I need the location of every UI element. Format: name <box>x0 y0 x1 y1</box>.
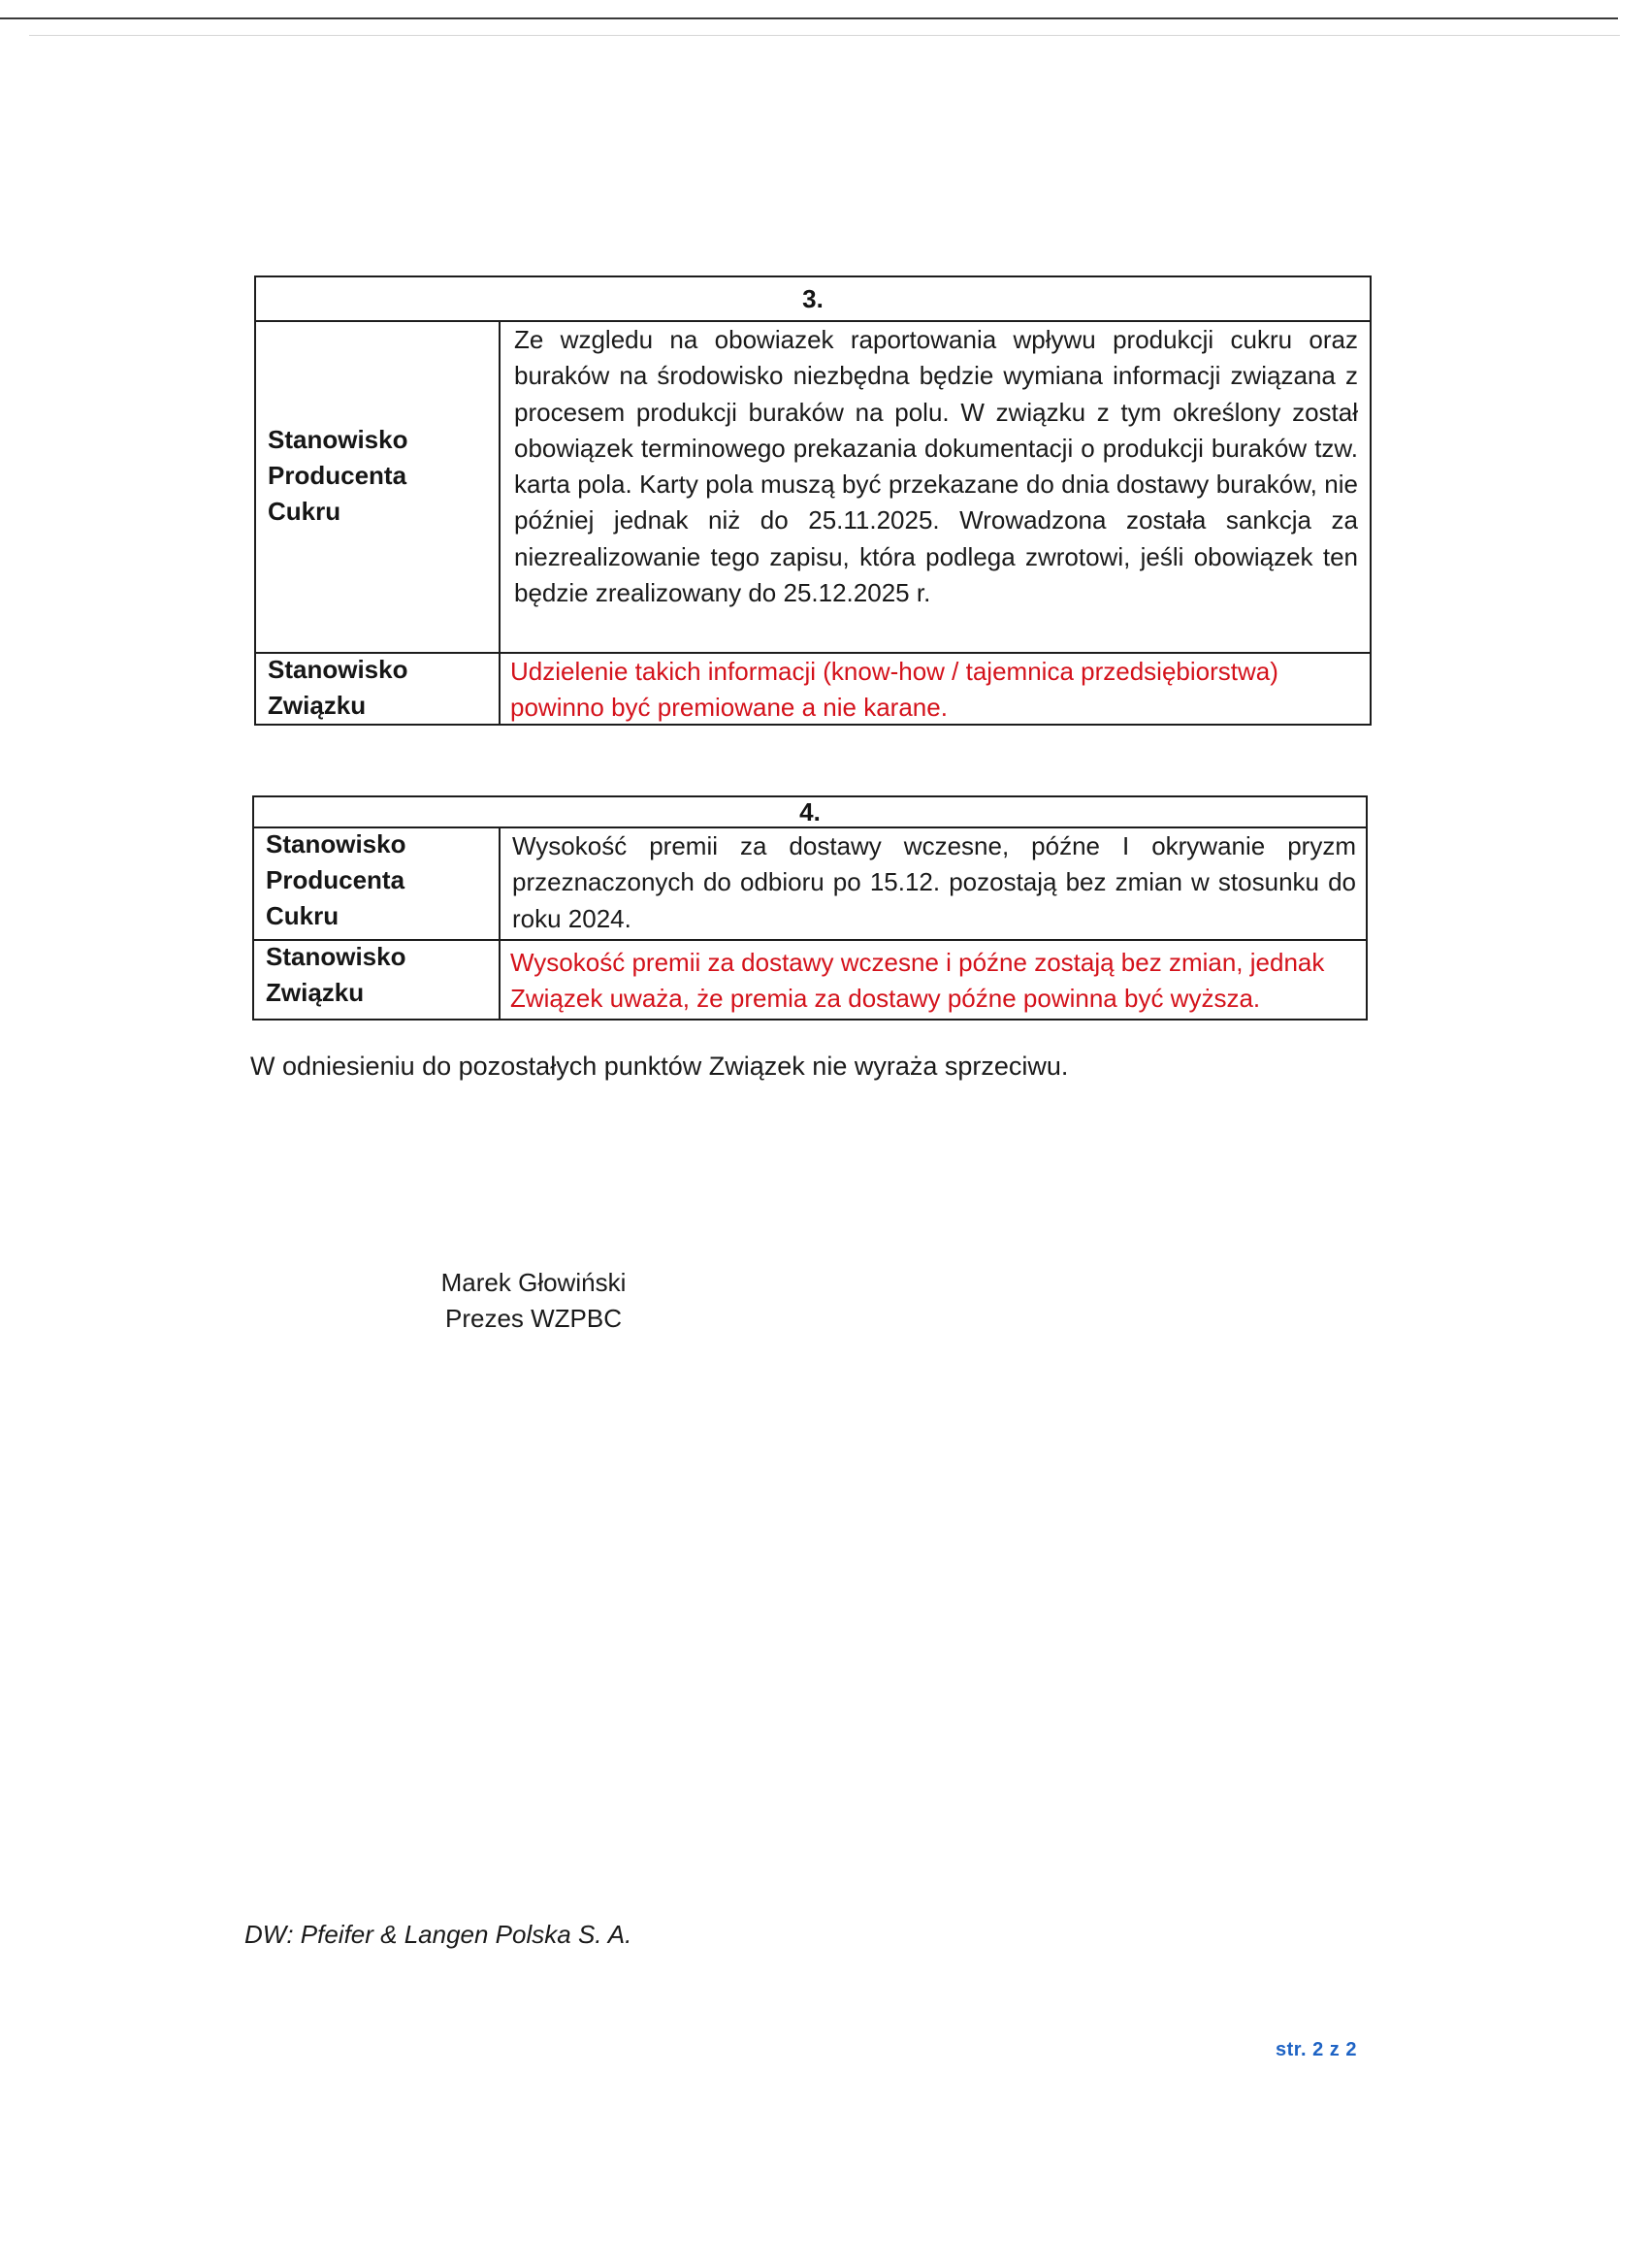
section-3-number: 3. <box>256 277 1370 322</box>
producer-position-label: Stanowisko Producenta Cukru <box>266 829 406 930</box>
producer-position-label: Stanowisko Producenta Cukru <box>268 425 408 526</box>
producer-position-text: Wysokość premii za dostawy wczesne, późne I okrywanie pryzm przeznaczonych do odbioru po 15.12. pozostają bez zmian w stosunku do roku 2024. <box>512 831 1356 933</box>
scan-edge-line-faint <box>29 35 1620 36</box>
union-position-label: Stanowisko Związku <box>268 655 408 720</box>
scan-edge-line <box>0 17 1618 19</box>
section-4-table <box>252 795 1368 1021</box>
column-divider <box>499 322 501 652</box>
copy-recipient: DW: Pfeifer & Langen Polska S. A. <box>244 1920 632 1949</box>
producer-position-text: Ze wzgledu na obowiazek raportowania wpływu produkcji cukru oraz buraków na środowisko niezbędna będzie wymiana informacji związana z procesem produkcji buraków na polu. W związku z tym określony został obowiązek terminowego prekazania dokumentacji o produkcji buraków tzw. karta pola. Karty pola muszą być przekazane do dnia dostawy buraków, nie później jednak niż do 25.11.2025. Wrowadzona została sankcja za niezrealizowanie tego zapisu, która podlega zwrotowi, jeśli obowiązek ten będzie zrealizowany do 25.12.2025 r. <box>514 325 1358 608</box>
section-3-union-row <box>256 652 1370 726</box>
page-number: str. 2 z 2 <box>1276 2039 1357 2060</box>
column-divider <box>499 941 501 1021</box>
section-4-union-row <box>254 939 1366 1021</box>
section-4-number: 4. <box>254 797 1366 828</box>
section-3-table <box>254 275 1372 726</box>
section-3-producer-row <box>256 322 1370 652</box>
column-divider <box>499 654 501 726</box>
signatory-title: Prezes WZPBC <box>444 1304 623 1333</box>
union-position-label: Stanowisko Związku <box>266 942 406 1007</box>
closing-statement: W odniesieniu do pozostałych punktów Związek nie wyraża sprzeciwu. <box>250 1052 1069 1081</box>
signatory-name: Marek Głowiński <box>440 1268 627 1297</box>
column-divider <box>499 828 501 939</box>
section-4-producer-row <box>254 828 1366 939</box>
union-position-text: Udzielenie takich informacji (know-how / tajemnica przedsiębiorstwa) powinno być premiowane a nie karane. <box>510 657 1278 723</box>
union-position-text: Wysokość premii za dostawy wczesne i późne zostają bez zmian, jednak Związek uważa, że premia za dostawy późne powinna być wyższa. <box>510 948 1325 1014</box>
signature-block <box>407 1265 660 1337</box>
